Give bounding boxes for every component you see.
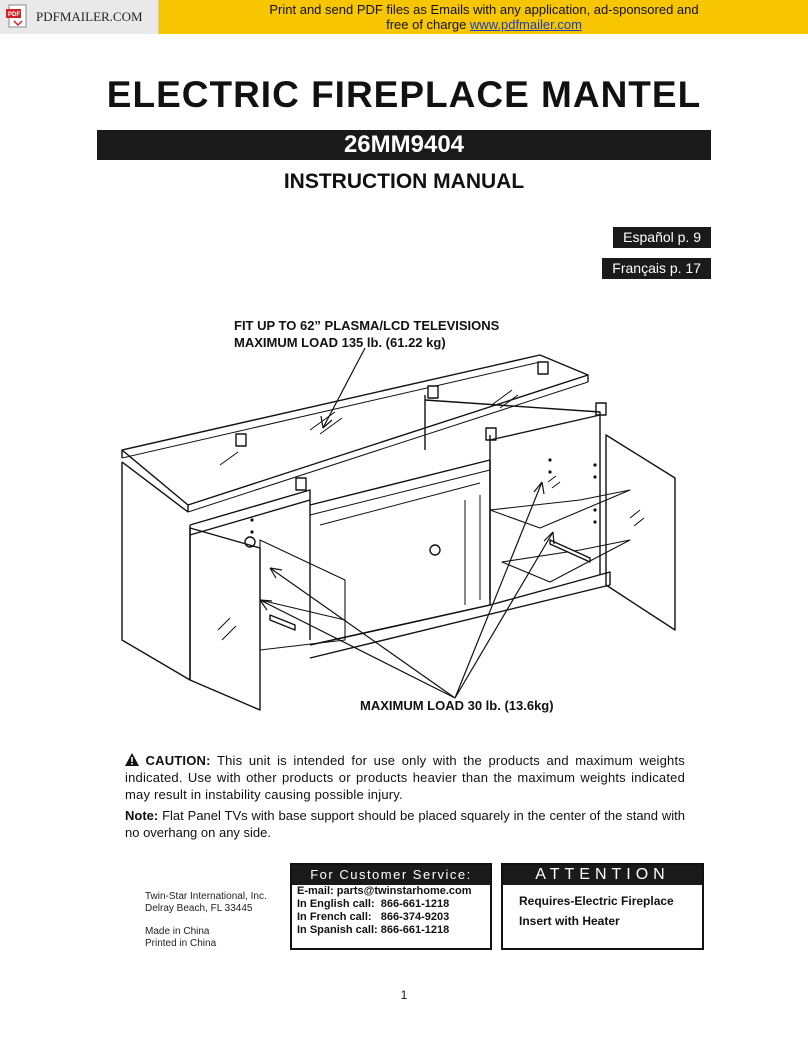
banner-link[interactable]: www.pdfmailer.com bbox=[469, 17, 582, 32]
service-french-phone: In French call: 866-374-9203 bbox=[297, 911, 450, 923]
service-english-phone: In English call: 866-661-1218 bbox=[297, 898, 450, 910]
note-paragraph bbox=[125, 807, 685, 841]
caution-paragraph bbox=[125, 752, 685, 803]
mantel-diagram bbox=[110, 300, 710, 730]
model-number: 26MM9404 bbox=[97, 130, 711, 160]
page-title: ELECTRIC FIREPLACE MANTEL bbox=[106, 74, 702, 115]
service-email[interactable]: E-mail: parts@twinstarhome.com bbox=[297, 885, 472, 897]
caution-text: This unit is intended for use only with the products and maximum weights indicated. Use with other products or products heavier than the maximum weights indicated may result in instability causing possible injury. bbox=[125, 753, 685, 802]
attention-line-2: Insert with Heater bbox=[519, 914, 620, 928]
french-page-ref[interactable]: Français p. 17 bbox=[602, 258, 711, 279]
attention-box bbox=[501, 863, 704, 950]
tv-size-text: FIT UP TO 62” PLASMA/LCD TELEVISIONS bbox=[234, 318, 500, 333]
banner-logo-text: PDFMAILER.COM bbox=[36, 9, 143, 24]
attention-heading: ATTENTION bbox=[503, 865, 702, 885]
attention-line-1: Requires-Electric Fireplace bbox=[519, 894, 674, 908]
page-subtitle: INSTRUCTION MANUAL bbox=[283, 170, 525, 193]
ad-banner bbox=[0, 0, 808, 34]
pdf-icon bbox=[6, 4, 30, 28]
customer-service-box bbox=[290, 863, 492, 950]
svg-text:PDF: PDF bbox=[8, 12, 20, 18]
company-address bbox=[145, 891, 267, 915]
caution-label: CAUTION: bbox=[145, 753, 211, 768]
service-spanish-phone: In Spanish call: 866-661-1218 bbox=[297, 924, 450, 936]
spanish-page-ref[interactable]: Español p. 9 bbox=[613, 227, 711, 248]
warning-icon bbox=[125, 753, 139, 766]
company-city: Delray Beach, FL 33445 bbox=[145, 903, 253, 914]
page-number: 1 bbox=[400, 988, 408, 1002]
tv-max-load-text: MAXIMUM LOAD 135 lb. (61.22 kg) bbox=[234, 335, 446, 350]
shelf-load-label: MAXIMUM LOAD 30 lb. (13.6kg) bbox=[360, 698, 554, 713]
company-name: Twin-Star International, Inc. bbox=[145, 891, 267, 902]
pdfmailer-logo[interactable] bbox=[0, 0, 159, 34]
note-label: Note: bbox=[125, 808, 159, 823]
printed-in: Printed in China bbox=[145, 938, 217, 949]
banner-message-line1: Print and send PDF files as Emails with any application, ad-sponsored and bbox=[269, 2, 699, 17]
banner-message-line2: free of charge bbox=[386, 17, 467, 32]
origin-info bbox=[145, 926, 216, 950]
banner-message bbox=[160, 2, 808, 32]
customer-service-heading: For Customer Service: bbox=[292, 865, 490, 885]
note-text: Flat Panel TVs with base support should be placed squarely in the center of the stand with no overhang on any side. bbox=[125, 808, 685, 840]
made-in: Made in China bbox=[145, 926, 210, 937]
